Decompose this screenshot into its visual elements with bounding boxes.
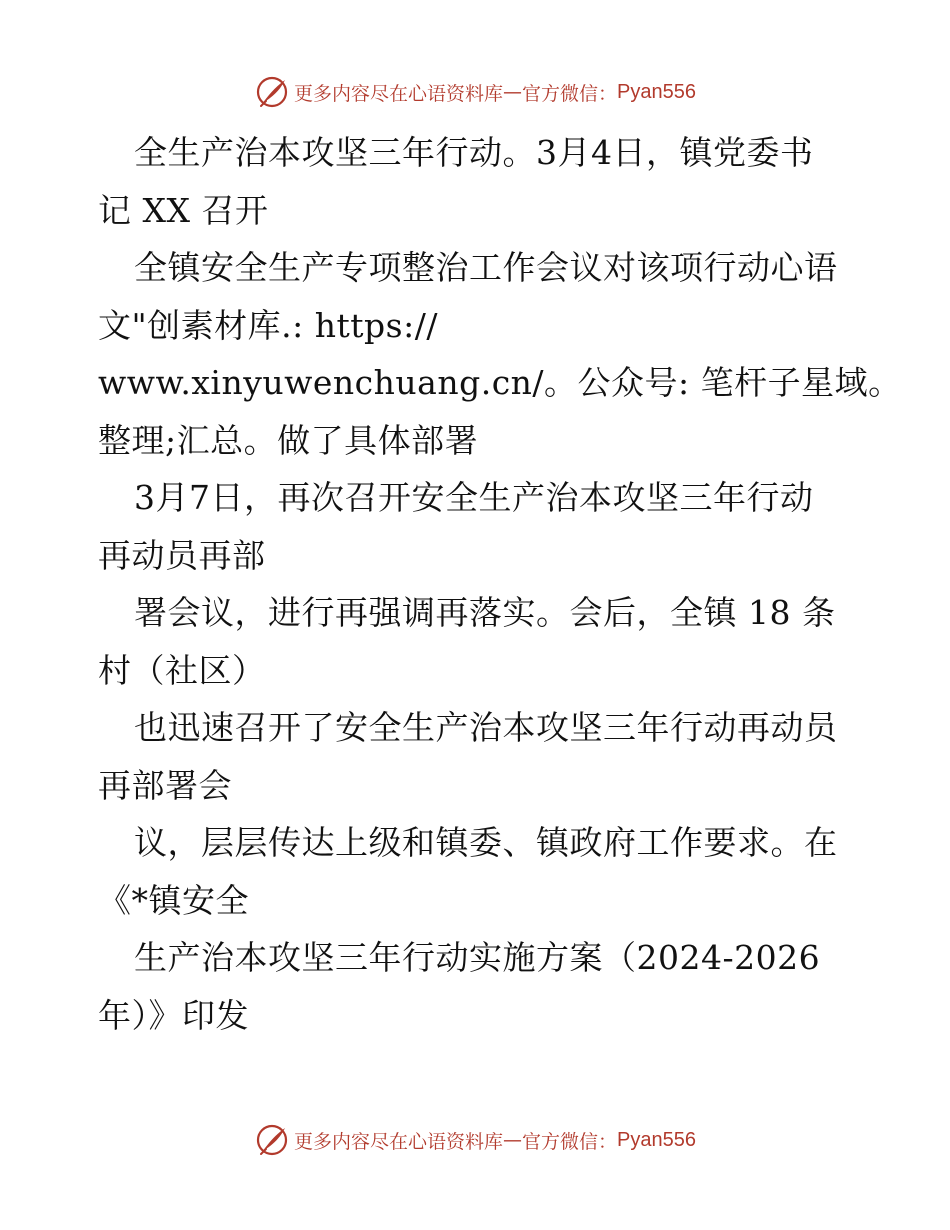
body-line: 再部署会 xyxy=(98,765,232,805)
body-line: 全镇安全生产专项整治工作会议对该项行动心语 xyxy=(134,248,838,287)
banner-wechat-label: 官方微信： xyxy=(522,82,618,105)
banner-wechat-id: Pyan556 xyxy=(617,1128,696,1151)
body-line: 3月7日，再次召开安全生产治本攻坚三年行动 xyxy=(134,478,814,517)
body-line: 议，层层传达上级和镇委、镇政府工作要求。在 xyxy=(134,823,838,862)
body-line: 再动员再部 xyxy=(98,535,266,575)
banner-separator: — xyxy=(503,1129,523,1151)
header-watermark-banner xyxy=(0,72,950,112)
banner-wechat-id: Pyan556 xyxy=(617,80,696,103)
banner-wechat-label: 官方微信： xyxy=(522,1130,618,1153)
document-body xyxy=(98,124,902,1044)
body-line: 文"创素材库.: https:// xyxy=(98,305,438,345)
body-line: www.xinyuwenchuang.cn/。公众号: 笔杆子星域。 xyxy=(98,363,902,402)
body-line: 署会议，进行再强调再落实。会后，全镇 18 条 xyxy=(134,593,836,632)
body-line: 村（社区） xyxy=(98,650,266,690)
body-line: 年）》印发 xyxy=(98,995,249,1035)
quill-pen-logo-icon xyxy=(254,1122,290,1158)
quill-pen-logo-icon xyxy=(254,74,290,110)
body-line: 生产治本攻坚三年行动实施方案（2024-2026 xyxy=(134,938,821,977)
body-line: 整理;汇总。做了具体部署 xyxy=(98,420,479,460)
body-line: 全生产治本攻坚三年行动。3月4日，镇党委书 xyxy=(134,133,814,172)
body-line: 《*镇安全 xyxy=(98,880,249,920)
banner-separator: — xyxy=(503,81,523,103)
body-line: 记 XX 召开 xyxy=(98,190,269,230)
footer-watermark-banner xyxy=(0,1120,950,1160)
body-line: 也迅速召开了安全生产治本攻坚三年行动再动员 xyxy=(134,708,838,747)
banner-text: 更多内容尽在心语资料库 xyxy=(294,82,504,105)
banner-text: 更多内容尽在心语资料库 xyxy=(294,1130,504,1153)
